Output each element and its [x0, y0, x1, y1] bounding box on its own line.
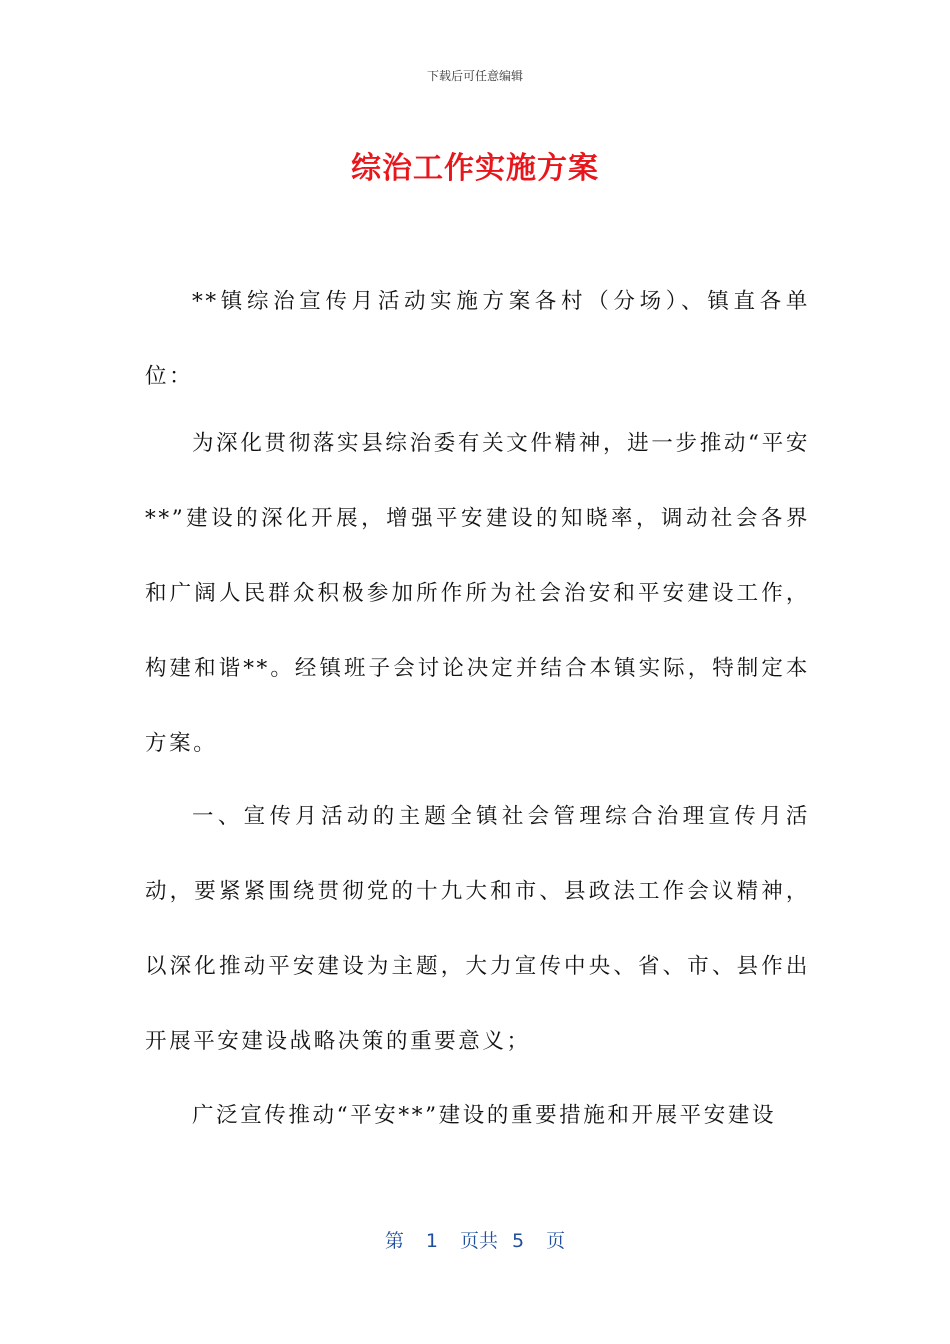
document-title: 综治工作实施方案 — [351, 151, 599, 186]
page-suffix: 页 — [546, 1230, 566, 1252]
page-mid: 页共 — [459, 1230, 498, 1252]
paragraph-text: 一、宣传月活动的主题全镇社会管理综合治理宣传月活动，要紧紧围绕贯彻党的十九大和市、县政法工作会议精神，以深化推动平安建设为主题，大力宣传中央、省、市、县作出开展平安建设战略决策的重要意义； — [145, 804, 810, 1054]
header-note: 下载后可任意编辑 — [426, 69, 523, 83]
paragraph-text: 为深化贯彻落实县综治委有关文件精神，进一步推动“平安**”建设的深化开展，增强平安建设的知晓率，调动社会各界和广阔人民群众积极参加所作所为社会治安和平安建设工作，构建和谐**。经镇班子会讨论决定并结合本镇实际，特制定本方案。 — [145, 431, 810, 756]
paragraph-1 — [145, 406, 810, 781]
paragraph-3 — [145, 1078, 810, 1153]
paragraph-2 — [145, 779, 810, 1079]
salutation-text: **镇综治宣传月活动实施方案各村（分场）、镇直各单位： — [145, 289, 810, 389]
total-pages: 5 — [512, 1230, 525, 1252]
page-footer — [0, 1226, 950, 1253]
page-prefix: 第 — [384, 1230, 404, 1252]
paragraph-text: 广泛宣传推动“平安**”建设的重要措施和开展平安建设 — [192, 1103, 777, 1128]
salutation — [145, 264, 810, 414]
page-number: 1 — [425, 1230, 438, 1252]
